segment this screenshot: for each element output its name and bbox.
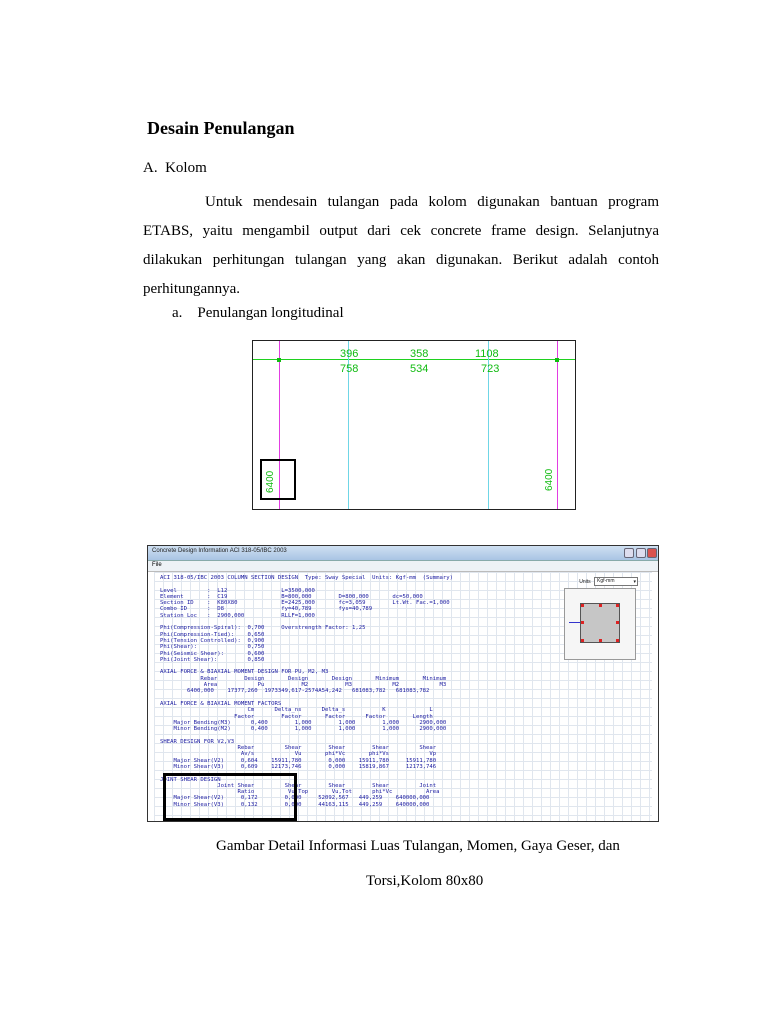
- rebar-dot: [616, 639, 619, 642]
- design-report-text: ACI 318-05/IBC 2003 COLUMN SECTION DESIGN Type: Sway Special Units: Kgf-mm (Summary) Level : L12 L=3500,000 Element : C19 B=800,000 D=800,000 dc=50,000 Section ID : K80X80 E=2425,000 fc=3,059 Lt.Wt. Fac.=1,000 Combo ID : D8 fy=40,789 fys=40,789 Station Loc : 2900,000 RLLF=1,000 Phi(Compression-Spiral): 0,700 Overstrength Factor: 1,25 Phi(Compression-Tied): 0,650 Phi(Tension Controlled): 0,900 Phi(Shear): 0,750 Phi(Seismic Shear): 0,600 Phi(Joint Shear): 0,850 AXIAL FORCE & BIAXIAL MOMENT DESIGN FOR PU, M2, M3 Rebar Design Design Design Minimum Minimum Area Pu M2 M3 M2 M3 6400,000 17377,260 1973349,617-2574A54,242 681083,782 681083,782 AXIAL FORCE & BIAXIAL MOMENT FACTORS Cm Delta_ns Delta_s K L Factor Factor Factor Factor Length Major Bending(M3) 0,400 1,000 1,000 1,000 2900,000 Minor Bending(M2) 0,400 1,000 1,000 1,000 2900,000 SHEAR DESIGN FOR V2,V3 Rebar Shear Shear Shear Shear Av/s Vu phi*Vc phi*Vs Vp Major Shear(V2) 0,604 15911,780 0,000 15911,780 15911,780 Minor Shear(V3) 0,609 12173,746 0,000 15819,867 12173,746 JOINT SHEAR DESIGN Joint Shear Shear Shear Shear Joint Ratio Vu,Top Vu,Tot phi*Vc Area Major Shear(V2) 0,172 0,000 52092,567 449,259 640000,000 Minor Shear(V3) 0,132 0,000 44163,115 449,259 640000,000: [160, 575, 453, 808]
- right-area-label: 6400: [544, 468, 555, 491]
- window-titlebar[interactable]: [148, 546, 658, 561]
- column-section-shape: [580, 603, 620, 643]
- top-value-2: 358: [410, 348, 429, 360]
- report-panel: [154, 572, 652, 821]
- bottom-value-1: 758: [340, 363, 359, 375]
- section-subheading: A. Kolom: [143, 160, 207, 176]
- grid-node-left: [277, 358, 281, 362]
- top-value-3: 1108: [475, 348, 499, 360]
- column-drawing-figure: [252, 340, 576, 510]
- rebar-dot: [581, 604, 584, 607]
- units-select[interactable]: [594, 577, 638, 586]
- figure-caption-line1: Gambar Detail Informasi Luas Tulangan, Momen, Gaya Geser, dan: [216, 838, 620, 854]
- rebar-dot: [616, 621, 619, 624]
- top-value-1: 396: [340, 348, 359, 360]
- sublist-item: a. Penulangan longitudinal: [172, 305, 344, 321]
- rebar-dot: [616, 604, 619, 607]
- maximize-icon[interactable]: [636, 548, 646, 558]
- units-control: [579, 577, 638, 586]
- bottom-value-3: 723: [481, 363, 500, 375]
- rebar-dot: [599, 639, 602, 642]
- highlight-box: [260, 459, 296, 500]
- figure-caption-line2: Torsi,Kolom 80x80: [366, 873, 484, 889]
- rebar-dot: [599, 604, 602, 607]
- menu-bar: [148, 561, 658, 572]
- minimize-icon[interactable]: [624, 548, 634, 558]
- body-paragraph: [143, 188, 659, 304]
- chevron-down-icon: ▾: [633, 579, 636, 585]
- grid-node-right: [555, 358, 559, 362]
- close-icon[interactable]: [647, 548, 657, 558]
- units-value: Kgf-mm: [597, 578, 615, 584]
- left-area-label: 6400: [265, 470, 276, 493]
- paragraph-text: Untuk mendesain tulangan pada kolom digunakan bantuan program ETABS, yaitu mengambil output dari cek concrete frame design. Selanjutnya dilakukan perhitungan tulangan yang akan digunakan. Berikut adalah contoh perhitungannya.: [143, 194, 659, 297]
- page-heading: Desain Penulangan: [147, 118, 295, 138]
- window-title: Concrete Design Information ACI 318-05/IBC 2003: [152, 548, 287, 554]
- etabs-design-window: [147, 545, 659, 822]
- bottom-value-2: 534: [410, 363, 429, 375]
- section-preview: [564, 588, 636, 660]
- rebar-dot: [581, 621, 584, 624]
- column-line-right: [557, 341, 558, 509]
- rebar-dot: [581, 639, 584, 642]
- shear-highlight-box: [163, 773, 297, 821]
- units-label: Units: [579, 578, 591, 585]
- menu-file[interactable]: File: [152, 562, 162, 568]
